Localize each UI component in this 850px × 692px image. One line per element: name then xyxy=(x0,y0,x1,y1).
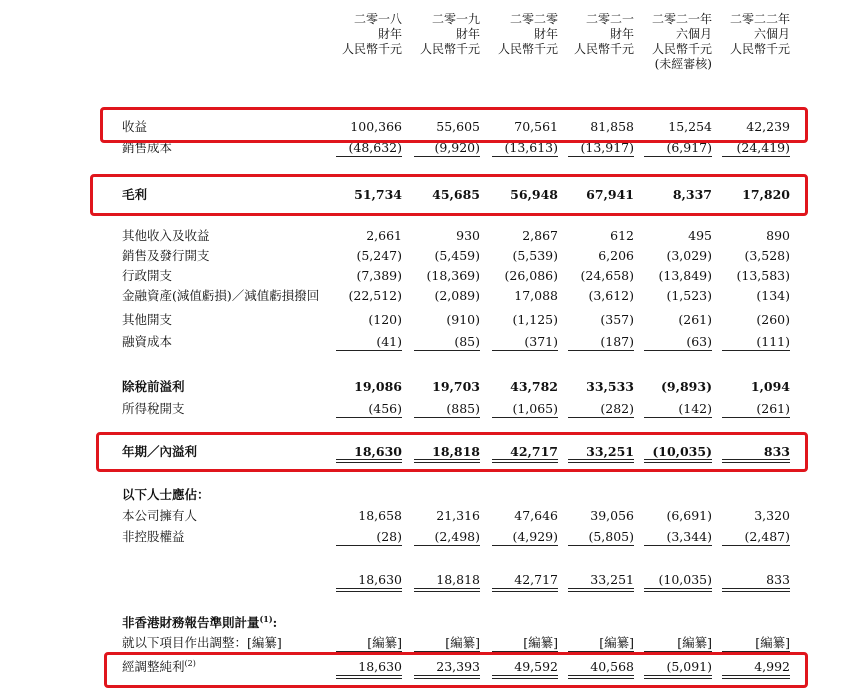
cell-2018: 18,630 xyxy=(354,444,402,459)
cell-6m-2022: [編纂] xyxy=(755,635,790,650)
row-income-tax xyxy=(0,400,850,417)
col-header-line3: 人民幣千元 xyxy=(341,42,402,56)
cell-2020: 56,948 xyxy=(510,187,558,202)
double-underline xyxy=(644,588,712,592)
cell-2020: (4,929) xyxy=(512,529,558,544)
cell-2019: 930 xyxy=(456,228,480,243)
cell-6m-2021: (5,091) xyxy=(666,659,712,674)
cell-6m-2022: (24,419) xyxy=(736,140,790,155)
row-admin-expenses xyxy=(0,267,850,284)
cell-2018: (7,389) xyxy=(356,268,402,283)
cell-2018: 18,630 xyxy=(358,659,402,674)
underline xyxy=(492,417,558,418)
underline xyxy=(722,545,790,546)
row-label: 非控股權益 xyxy=(122,529,185,544)
cell-2021: 33,533 xyxy=(586,379,634,394)
underline xyxy=(336,350,402,351)
cell-6m-2021: (3,344) xyxy=(666,529,712,544)
cell-2020: 49,592 xyxy=(514,659,558,674)
underline xyxy=(568,417,634,418)
cell-2021: (3,612) xyxy=(588,288,634,303)
row-non-controlling xyxy=(0,528,850,545)
underline xyxy=(414,156,480,157)
underline xyxy=(414,545,480,546)
col-header-line1: 二零二一年 xyxy=(651,12,712,26)
col-header-line4: (未經審核) xyxy=(654,57,712,71)
cell-6m-2022: (111) xyxy=(756,334,790,349)
col-header-line3: 人民幣千元 xyxy=(651,42,712,56)
underline xyxy=(492,350,558,351)
underline xyxy=(336,545,402,546)
cell-6m-2022: 890 xyxy=(766,228,790,243)
highlight-box-profit xyxy=(96,432,808,472)
col-header-line1: 二零二零 xyxy=(509,12,558,26)
cell-2021: 39,056 xyxy=(590,508,634,523)
cell-2018: (120) xyxy=(368,312,402,327)
cell-2020: (26,086) xyxy=(504,268,558,283)
cell-2019: 21,316 xyxy=(436,508,480,523)
cell-2019: (2,498) xyxy=(434,529,480,544)
col-header-line3: 人民幣千元 xyxy=(729,42,790,56)
cell-2019: (885) xyxy=(446,401,480,416)
cell-2021: [編纂] xyxy=(599,635,634,650)
cell-2018: (5,247) xyxy=(356,248,402,263)
section-non-hkfrs xyxy=(122,613,277,631)
cell-2018: (456) xyxy=(368,401,402,416)
col-header-line2: 六個月 xyxy=(675,27,712,41)
cell-6m-2021: (10,035) xyxy=(652,444,712,459)
highlight-box-revenue xyxy=(100,107,808,143)
row-label: 金融資產(減值虧損)／減值虧損撥回 xyxy=(122,288,320,303)
cell-2019: 18,818 xyxy=(432,444,480,459)
cell-6m-2021: (6,691) xyxy=(666,508,712,523)
underline xyxy=(492,156,558,157)
underline xyxy=(568,156,634,157)
highlight-box-gross-profit xyxy=(90,174,808,216)
cell-2018: 18,630 xyxy=(358,572,402,587)
row-adjustments xyxy=(0,634,850,651)
adjusted-net-label: 經調整純利 xyxy=(122,659,185,674)
cell-2021: (5,805) xyxy=(588,529,634,544)
cell-2019: 45,685 xyxy=(432,187,480,202)
col-header-line3: 人民幣千元 xyxy=(419,42,480,56)
cell-6m-2022: 4,992 xyxy=(754,659,790,674)
col-header-line3: 人民幣千元 xyxy=(497,42,558,56)
underline xyxy=(568,350,634,351)
cell-6m-2021: (9,893) xyxy=(661,379,712,394)
underline xyxy=(722,156,790,157)
row-owners xyxy=(0,507,850,524)
cell-2020: 42,717 xyxy=(514,572,558,587)
row-profit-before-tax xyxy=(0,378,850,395)
row-label: 其他收入及收益 xyxy=(122,228,210,243)
cell-6m-2021: 15,254 xyxy=(668,119,712,134)
row-total xyxy=(0,571,850,588)
cell-6m-2021: (3,029) xyxy=(666,248,712,263)
cell-6m-2021: [編纂] xyxy=(677,635,712,650)
row-label: 銷售及發行開支 xyxy=(122,248,210,263)
cell-2020: 70,561 xyxy=(514,119,558,134)
cell-2018: 19,086 xyxy=(354,379,402,394)
cell-2020: (5,539) xyxy=(512,248,558,263)
cell-2020: 17,088 xyxy=(514,288,558,303)
col-header-line2: 財年 xyxy=(377,27,402,41)
col-header-line2: 財年 xyxy=(533,27,558,41)
row-label: 毛利 xyxy=(122,187,148,202)
row-label: 其他開支 xyxy=(122,312,173,327)
row-label: 融資成本 xyxy=(122,334,173,349)
column-header-2021 xyxy=(562,12,634,57)
cell-2019: 19,703 xyxy=(432,379,480,394)
row-finance-cost xyxy=(0,333,850,350)
cell-6m-2022: (13,583) xyxy=(736,268,790,283)
cell-2019: [編纂] xyxy=(445,635,480,650)
cell-2020: [編纂] xyxy=(523,635,558,650)
cell-2021: 6,206 xyxy=(598,248,634,263)
row-label: 本公司擁有人 xyxy=(122,508,198,523)
row-label: 行政開支 xyxy=(122,268,173,283)
cell-2021: 33,251 xyxy=(586,444,634,459)
cell-2019: (18,369) xyxy=(426,268,480,283)
cell-2018: 18,658 xyxy=(358,508,402,523)
cell-2020: 2,867 xyxy=(522,228,558,243)
row-label: 收益 xyxy=(122,119,148,134)
cell-2019: (2,089) xyxy=(434,288,480,303)
cell-2021: (357) xyxy=(600,312,634,327)
underline xyxy=(644,350,712,351)
cell-2021: (187) xyxy=(600,334,634,349)
cell-2018: (48,632) xyxy=(348,140,402,155)
double-underline xyxy=(568,588,634,592)
row-selling-expenses xyxy=(0,247,850,264)
cell-6m-2022: 1,094 xyxy=(750,379,790,394)
column-header-6m-2021 xyxy=(636,12,712,72)
cell-6m-2021: (6,917) xyxy=(666,140,712,155)
double-underline xyxy=(336,588,402,592)
column-header-2019 xyxy=(408,12,480,57)
col-header-line3: 人民幣千元 xyxy=(573,42,634,56)
cell-6m-2022: 42,239 xyxy=(746,119,790,134)
cell-2021: 612 xyxy=(610,228,634,243)
column-header-6m-2022 xyxy=(716,12,790,57)
section-non-hkfrs-title: 非香港財務報告準則計量 xyxy=(122,615,260,630)
underline xyxy=(336,156,402,157)
cell-6m-2021: (13,849) xyxy=(658,268,712,283)
footnote-ref: (2) xyxy=(184,658,196,668)
cell-2019: 18,818 xyxy=(436,572,480,587)
cell-2019: 23,393 xyxy=(436,659,480,674)
cell-2019: (9,920) xyxy=(434,140,480,155)
cell-6m-2021: 8,337 xyxy=(672,187,712,202)
cell-2020: 43,782 xyxy=(510,379,558,394)
row-label: 銷售成本 xyxy=(122,140,173,155)
column-header-2018 xyxy=(330,12,402,57)
double-underline xyxy=(492,588,558,592)
col-header-line1: 二零二二年 xyxy=(729,12,790,26)
cell-6m-2022: 833 xyxy=(766,572,790,587)
cell-6m-2021: (261) xyxy=(678,312,712,327)
cell-2019: (5,459) xyxy=(434,248,480,263)
column-header-2020 xyxy=(486,12,558,57)
cell-6m-2022: (3,528) xyxy=(744,248,790,263)
cell-2019: 55,605 xyxy=(436,119,480,134)
cell-2021: 40,568 xyxy=(590,659,634,674)
cell-2021: (24,658) xyxy=(580,268,634,283)
cell-2020: (371) xyxy=(524,334,558,349)
footnote-ref: (1) xyxy=(259,613,273,624)
cell-2020: (13,613) xyxy=(504,140,558,155)
underline xyxy=(722,350,790,351)
row-other-expenses xyxy=(0,311,850,328)
cell-2020: 47,646 xyxy=(514,508,558,523)
cell-2018: (28) xyxy=(376,529,402,544)
underline xyxy=(336,417,402,418)
cell-2021: (13,917) xyxy=(580,140,634,155)
cell-2018: (41) xyxy=(376,334,402,349)
cell-2019: (910) xyxy=(446,312,480,327)
underline xyxy=(568,545,634,546)
underline xyxy=(644,417,712,418)
cell-2020: 42,717 xyxy=(510,444,558,459)
underline xyxy=(414,350,480,351)
cell-6m-2021: (142) xyxy=(678,401,712,416)
row-other-income xyxy=(0,227,850,244)
cell-2019: (85) xyxy=(454,334,480,349)
row-label: 除稅前溢利 xyxy=(122,379,185,394)
cell-6m-2021: (10,035) xyxy=(658,572,712,587)
col-header-line2: 六個月 xyxy=(753,27,790,41)
cell-2021: 33,251 xyxy=(590,572,634,587)
cell-6m-2021: 495 xyxy=(688,228,712,243)
section-attributable: 以下人士應佔： xyxy=(122,487,210,502)
cell-6m-2022: 3,320 xyxy=(754,508,790,523)
colon: : xyxy=(272,615,278,630)
cell-6m-2021: (63) xyxy=(686,334,712,349)
col-header-line1: 二零一八 xyxy=(353,12,402,26)
cell-2018: [編纂] xyxy=(367,635,402,650)
cell-2018: 100,366 xyxy=(350,119,402,134)
cell-2020: (1,065) xyxy=(512,401,558,416)
cell-2021: 67,941 xyxy=(586,187,634,202)
col-header-line1: 二零一九 xyxy=(431,12,480,26)
cell-6m-2022: 17,820 xyxy=(742,187,790,202)
underline xyxy=(644,545,712,546)
col-header-line2: 財年 xyxy=(609,27,634,41)
cell-6m-2022: (261) xyxy=(756,401,790,416)
cell-2020: (1,125) xyxy=(512,312,558,327)
double-underline xyxy=(722,588,790,592)
underline xyxy=(492,545,558,546)
row-label: 年期／內溢利 xyxy=(122,444,198,459)
cell-6m-2022: 833 xyxy=(763,444,790,459)
row-impairment xyxy=(0,287,850,304)
double-underline xyxy=(414,588,480,592)
row-label: 所得稅開支 xyxy=(122,401,185,416)
cell-6m-2022: (260) xyxy=(756,312,790,327)
cell-6m-2022: (2,487) xyxy=(744,529,790,544)
underline xyxy=(414,417,480,418)
col-header-line2: 財年 xyxy=(455,27,480,41)
cell-2021: (282) xyxy=(600,401,634,416)
underline xyxy=(644,156,712,157)
cell-2018: 2,661 xyxy=(366,228,402,243)
cell-6m-2021: (1,523) xyxy=(666,288,712,303)
cell-6m-2022: (134) xyxy=(756,288,790,303)
cell-2021: 81,858 xyxy=(590,119,634,134)
highlight-box-adjusted-net xyxy=(104,652,808,688)
cell-2018: 51,734 xyxy=(354,187,402,202)
row-label: 就以下項目作出調整：[編纂] xyxy=(122,635,282,650)
col-header-line1: 二零二一 xyxy=(585,12,634,26)
cell-2018: (22,512) xyxy=(348,288,402,303)
underline xyxy=(722,417,790,418)
